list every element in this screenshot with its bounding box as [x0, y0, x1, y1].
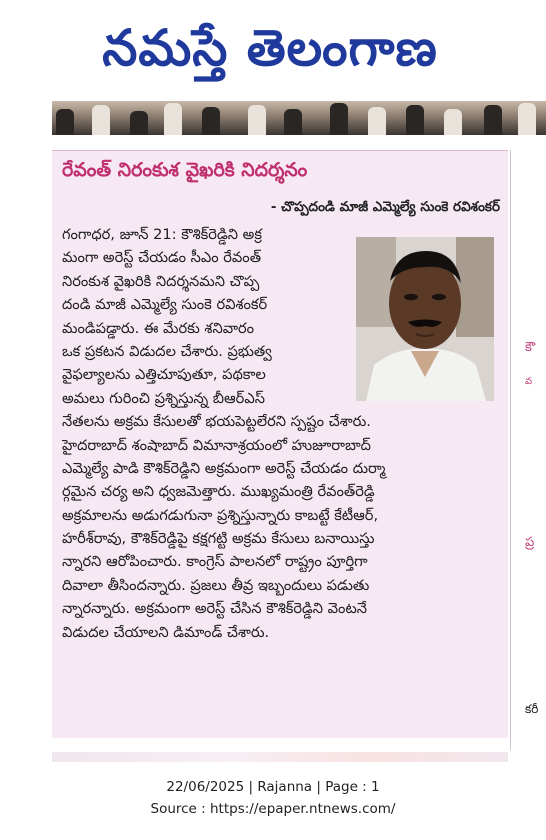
article-headline: రేవంత్ నిరంకుశ వైఖరికి నిదర్శనం [62, 159, 308, 181]
body-line: మండిపడ్డారు. ఈ మేరకు శనివారం [62, 319, 255, 337]
article-byline: - చొప్పదండి మాజీ ఎమ్మెల్యే సుంకె రవిశంకర్ [270, 199, 500, 215]
divider [52, 752, 508, 762]
body-line: ర్గమైన చర్య అని ధ్వజమెత్తారు. ముఖ్యమంత్రి రేవంత్‌రెడ్డి [62, 483, 375, 501]
fragment-4: కరీ [525, 702, 539, 716]
body-line: నిరంకుశ వైఖరికి నిదర్శనమని చొప్ప [62, 272, 260, 290]
news-article [52, 150, 508, 738]
masthead [60, 4, 480, 92]
article-body [62, 223, 500, 644]
body-line: న్నారని ఆరోపించారు. కాంగ్రెస్ పాలనలో రాష్ట్రం పూర్తిగా [62, 553, 368, 571]
body-line: నేతలను అక్రమ కేసులతో భయపెట్టలేరని స్పష్టం చేశారు. [62, 413, 371, 431]
body-line: న్నారన్నారు. అక్రమంగా అరెస్ట్ చేసిన కౌశిక్‌రెడ్డిని వెంటనే [62, 600, 367, 618]
body-line: విడుదల చేయాలని డిమాండ్ చేశారు. [62, 623, 270, 641]
body-line: అమలు గురించి ప్రశ్నిస్తున్న బీఆర్ఎస్ [62, 389, 265, 407]
body-line: హరీశ్‌రావు, కౌశిక్‌రెడ్డిపై కక్షగట్టి అక్రమ కేసులు బనాయిస్తు [62, 530, 375, 548]
header-photo-strip [52, 101, 546, 135]
body-line: ఒక ప్రకటన విడుదల చేశారు. ప్రభుత్వ [62, 342, 272, 360]
body-line: దండి మాజీ ఎమ్మెల్యే సుంకె రవిశంకర్ [62, 296, 268, 314]
source-link[interactable]: Source : https://epaper.ntnews.com/ [150, 801, 396, 817]
body-line: గంగాధర, జూన్ 21: కౌశిక్‌రెడ్డిని అక్ర [62, 226, 262, 243]
body-line: మంగా అరెస్ట్ చేయడం సీఎం రేవంత్ [62, 249, 262, 267]
masthead-title: నమస్తే తెలంగాణ [102, 19, 438, 77]
fragment-2: వ [525, 376, 533, 387]
fragment-1: కౌ [525, 340, 536, 355]
body-line: వైఫల్యాలను ఎత్తిచూపుతూ, పథకాల [62, 366, 266, 384]
body-line: హైదరాబాద్ శంషాబాద్ విమానాశ్రయంలో హుజూరాబాద్ [62, 436, 371, 454]
fragment-3: ప్ర [525, 535, 535, 550]
body-line: ఎమ్మెల్యే పాడి కౌశిక్‌రెడ్డిని అక్రమంగా అరెస్ట్ చేయడం దుర్మా [62, 459, 386, 477]
adjacent-column-fragment [510, 150, 546, 750]
body-line: దివాలా తీసిందన్నారు. ప్రజలు తీవ్ర ఇబ్బందులు పడుతు [62, 576, 370, 594]
edition-info: 22/06/2025 | Rajanna | Page : 1 [166, 779, 380, 795]
body-line: అక్రమాలను అడుగడుగునా ప్రశ్నిస్తున్నారు కాబట్టే కేటీఆర్, [62, 506, 379, 524]
